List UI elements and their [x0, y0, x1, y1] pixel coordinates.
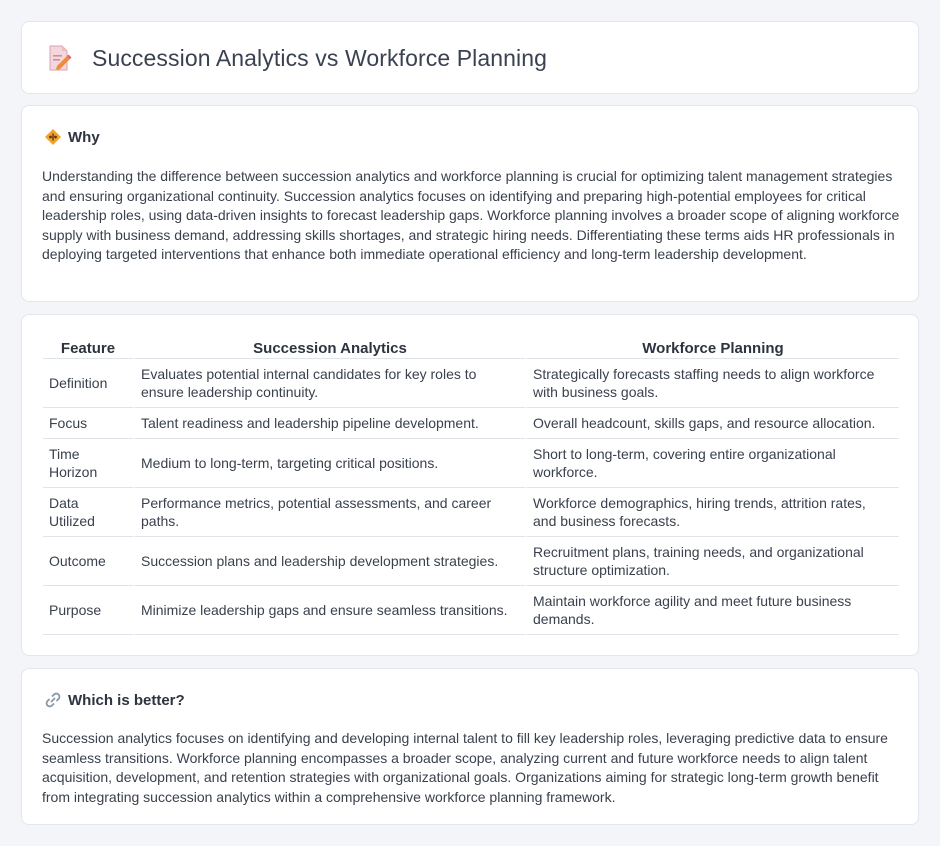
table-row: [43, 537, 899, 586]
workforce-cell: Overall headcount, skills gaps, and resource allocation.: [525, 408, 899, 439]
workforce-cell: Short to long-term, covering entire organizational workforce.: [525, 439, 899, 488]
diamond-sign-icon: [44, 128, 62, 146]
succession-cell: Evaluates potential internal candidates for key roles to ensure leadership continuity.: [133, 359, 525, 408]
row-label: Definition: [43, 359, 133, 408]
better-heading-row: [44, 691, 185, 709]
row-label: Outcome: [43, 537, 133, 586]
row-label: Data Utilized: [43, 488, 133, 537]
header-succession-analytics: Succession Analytics: [133, 335, 525, 359]
table-row: [43, 439, 899, 488]
workforce-cell: Maintain workforce agility and meet future business demands.: [525, 586, 899, 635]
workforce-cell: Recruitment plans, training needs, and organizational structure optimization.: [525, 537, 899, 586]
succession-cell: Performance metrics, potential assessments, and career paths.: [133, 488, 525, 537]
better-body: Succession analytics focuses on identifying and developing internal talent to fill key leadership roles, leveraging predictive data to ensure seamless transitions. Workforce planning encompasses a broader scope, analyzing current and future workforce needs to align talent acquisition, development, and retention strategies with organizational goals. Organizations aiming for strategic long-term growth benefit from integrating succession analytics within a comprehensive workforce planning framework.: [42, 730, 888, 805]
page-title: Succession Analytics vs Workforce Planning: [92, 44, 548, 71]
why-heading-row: [44, 128, 100, 146]
succession-cell: Succession plans and leadership development strategies.: [133, 537, 525, 586]
row-label: Focus: [43, 408, 133, 439]
better-heading: Which is better?: [68, 691, 185, 709]
table-row: [43, 586, 899, 635]
why-section: [21, 105, 919, 302]
workforce-cell: Workforce demographics, hiring trends, attrition rates, and business forecasts.: [525, 488, 899, 537]
header-workforce-planning: Workforce Planning: [525, 335, 899, 359]
row-label: Purpose: [43, 586, 133, 635]
succession-cell: Minimize leadership gaps and ensure seamless transitions.: [133, 586, 525, 635]
document-edit-icon: [46, 44, 72, 72]
which-better-section: [21, 668, 919, 825]
comparison-table: [43, 335, 899, 635]
workforce-cell: Strategically forecasts staffing needs to align workforce with business goals.: [525, 359, 899, 408]
table-row: [43, 488, 899, 537]
succession-cell: Talent readiness and leadership pipeline development.: [133, 408, 525, 439]
why-heading: Why: [68, 128, 100, 146]
table-row: [43, 408, 899, 439]
succession-cell: Medium to long-term, targeting critical positions.: [133, 439, 525, 488]
link-icon: [44, 691, 62, 709]
comparison-section: [21, 314, 919, 656]
title-card: [21, 21, 919, 94]
why-body: Understanding the difference between succession analytics and workforce planning is crucial for optimizing talent management strategies and ensuring organizational continuity. Succession analytics focuses on identifying and preparing high-potential employees for critical leadership roles, using data-driven insights to forecast leadership gaps. Workforce planning involves a broader scope of aligning workforce supply with business demand, addressing skills shortages, and strategic hiring needs. Differentiating these terms aids HR professionals in deploying targeted interventions that enhance both immediate operational efficiency and long-term leadership development.: [42, 168, 900, 262]
table-header-row: [43, 335, 899, 359]
header-feature: Feature: [43, 335, 133, 359]
table-row: [43, 359, 899, 408]
row-label: Time Horizon: [43, 439, 133, 488]
title-row: [46, 44, 547, 72]
